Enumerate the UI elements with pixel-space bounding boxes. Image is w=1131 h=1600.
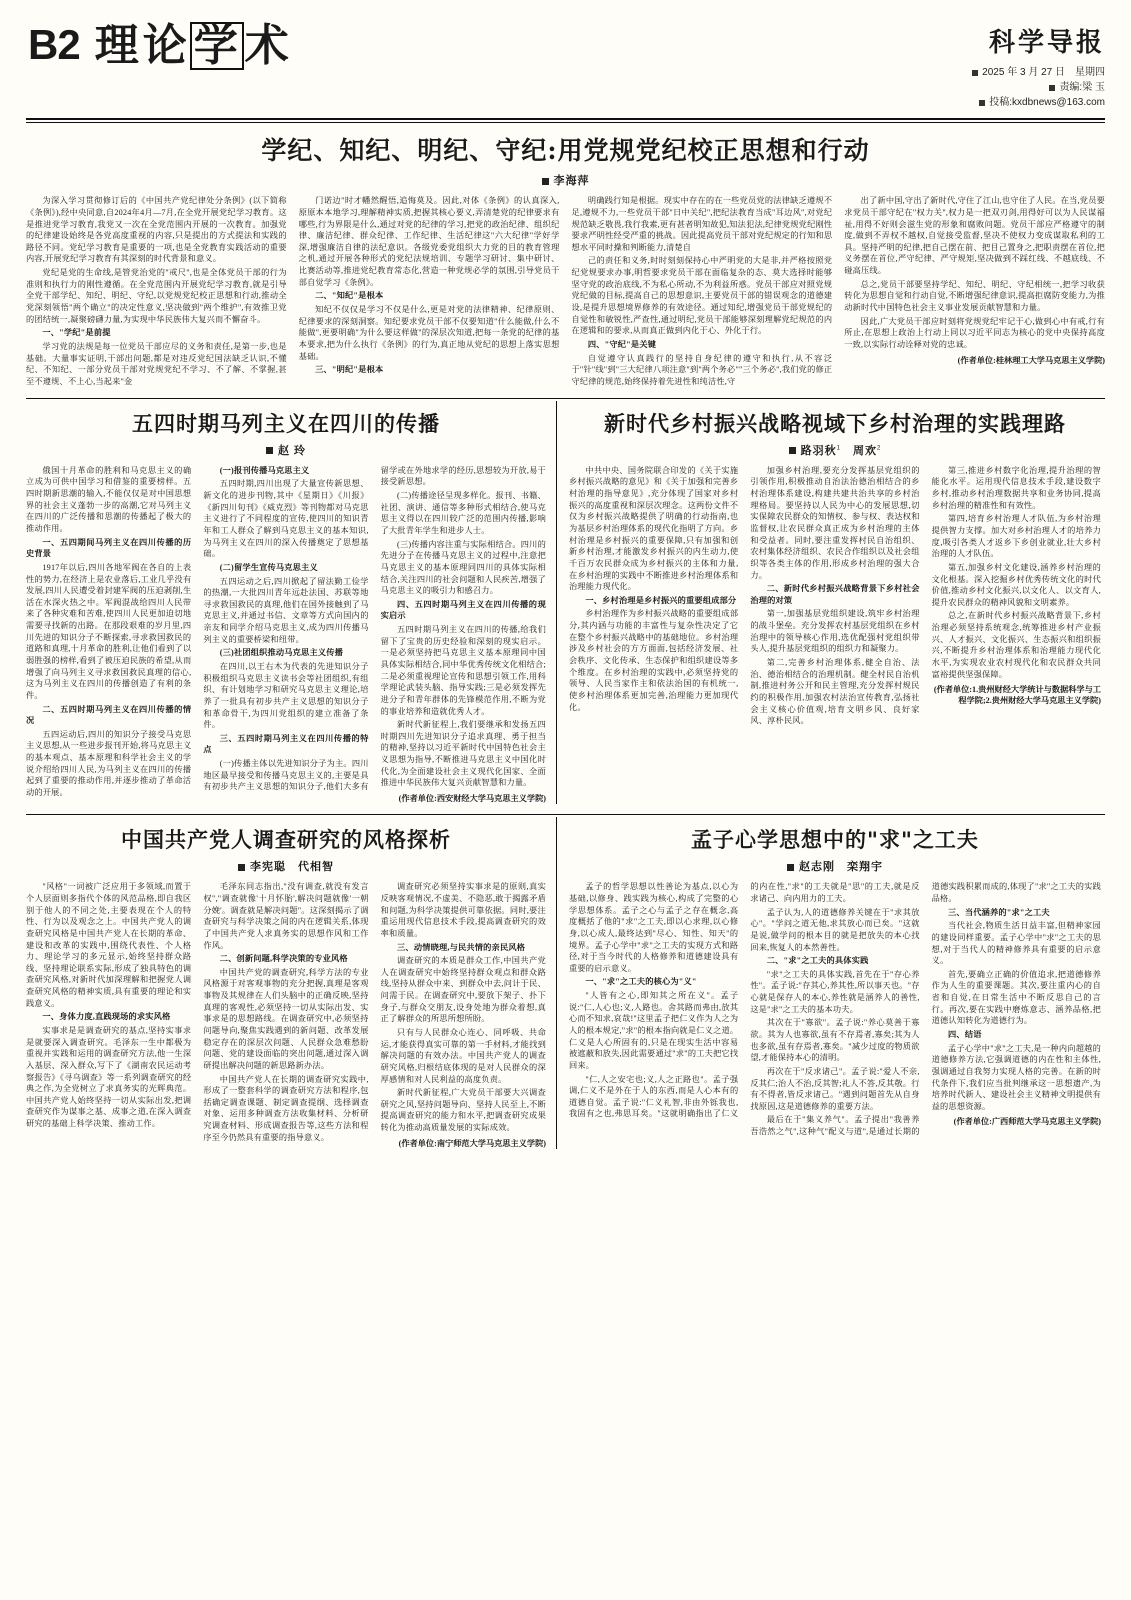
mengzi-byline xyxy=(569,858,1101,874)
subheading: 一、身体力度,直践现场的求实风格 xyxy=(42,1012,171,1022)
paragraph: 新时代新征程上,我们要继承和发扬五四时期四川先进知识分子追求真理、勇于担当的精神,坚持以习近平新时代中国特色社会主义思想为指导,不断推进马克思主义中国化时代化,为全面建设社会主义现代化国家、全面推进中华民族伟大复兴贡献智慧和力量。 xyxy=(380,720,546,788)
lead-article-author: 李海萍 xyxy=(553,175,590,188)
paragraph: 其次在于"寡欲"。孟子说:"养心莫善于寡欲。其为人也寡欲,虽有不存焉者,寡矣;其为人也多欲,虽有存焉者,寡矣。"减少过度的物质欲望,才能保持本心的清明。 xyxy=(750,1018,920,1063)
byline-marker-icon xyxy=(542,178,549,185)
subheading: 二、"知纪"是根本 xyxy=(315,291,384,301)
paragraph: 实事求是是调查研究的基点,坚持实事求是就要深入调查研究。毛泽东一生中都极为重视并实践和运用的调查研究方法,他一生深入基层、深入群众,写下了《湖南农民运动考察报告》《寻乌调查》等一系列调查研究的经典之作,为全党树立了求真务实的光辉典范。中国共产党人始终坚持一切从实际出发,把调查研究作为谋事之基、成事之道,在深入调查研究的基础上科学决策、推动工作。 xyxy=(26,1025,192,1129)
paragraph: "求"之工夫的具体实践,首先在于"存心养性"。孟子说:"存其心,养其性,所以事天也。"存心就是保存人的本心,养性就是涵养人的善性,这是"求"之工夫的基本功夫。 xyxy=(750,969,920,1014)
mengzi-affiliation: (作者单位:广西师范大学马克思主义学院) xyxy=(953,1117,1101,1127)
middle-band xyxy=(26,401,1105,805)
paragraph: 俄国十月革命的胜利和马克思主义的确立成为可供中国学习和借鉴的重要榜样。五四时期新思潮的输入,不能仅仅是对中国思想界的社会主义蓬勃一步的高潮,它对马列主义在四川的广泛传播和思潮的传播起了极大的推动作用。 xyxy=(26,465,192,533)
paragraph: 总之,在新时代乡村振兴战略背景下,乡村治理必须坚持系统观念,统筹推进乡村产业振兴、人才振兴、文化振兴、生态振兴和组织振兴,不断提升乡村治理体系和治理能力现代化水平,为实现农业农村现代化和农民群众共同富裕提供坚强保障。 xyxy=(931,611,1101,679)
bullet-square-icon xyxy=(1049,85,1055,91)
paragraph: 中国共产党人在长期的调查研究实践中,形成了一整套科学的调查研究方法和程序,包括确定调查课题、制定调查提纲、选择调查对象、运用多种调查方法收集材料、分析研究调查材料、形成调查报告等,这些方法和程序至今仍然具有重要的指导意义。 xyxy=(203,1074,369,1142)
byline-marker-icon xyxy=(789,447,796,454)
paragraph: 因此,广大党员干部应时刻将党规党纪牢记于心,做到心中有戒,行有所止,在思想上政治上行动上同以习近平同志为核心的党中央保持高度一致,以实际行动诠释对党的忠诚。 xyxy=(844,316,1105,349)
paragraph: 1917年以后,四川各地军阀在各自的上表性的势力,在经济上是农业落后,工业几乎没有发展,四川人民遭受着封建军阀的压迫剥削,生活在水深火热之中。军阀混战给四川人民带来了各种灾难和苦难,使四川人民更加迫切地需要寻找新的出路。在那段艰难的岁月里,四川先进的知识分子不断探索,寻求救国救民的道路和真理,十月革命的胜利,让他们看到了以弱胜强的榜样,看到了被压迫民族的希望,从而增强了向马列主义寻求救国救民真理的信心,这为马列主义在四川的传播创造了有利的条件。 xyxy=(26,562,192,700)
masthead xyxy=(26,22,1105,110)
lead-article-headline: 学纪、知纪、明纪、守纪:用党规党纪校正思想和行动 xyxy=(261,136,870,165)
masthead-right xyxy=(972,22,1105,110)
xiangcun-author-1: 路羽秋 xyxy=(800,444,837,457)
paragraph: 乡村治理作为乡村振兴战略的重要组成部分,其内涵与功能的丰富性与复杂性决定了它在整个乡村振兴战略中的基础地位。乡村治理涉及乡村社会的方方面面,包括经济发展、社会秩序、文化传承、生态保护和组织建设等多个维度。在乡村治理的实践中,必须坚持党的领导、人民当家作主和依法治国的有机统一,使乡村治理体系更加完善,治理能力更加现代化。 xyxy=(569,609,739,712)
author-sup-1: 1 xyxy=(836,445,841,452)
paragraph: 首先,要确立正确的价值追求,把道德修养作为人生的重要课题。其次,要注重内心的自省和自觉,在日常生活中不断反思自己的言行。再次,要在实践中磨炼意志、涵养品格,把道德认知转化为道德行为。 xyxy=(931,969,1101,1026)
paragraph: 为深入学习贯彻修订后的《中国共产党纪律处分条例》(以下简称《条例》),经中央同意,自2024年4月—7月,在全党开展党纪学习教育。这是推进党学习教育,我党又一次在全党范围内开展的一次教育。加强党的纪律建设始终是各党高度重视的内容,只是提出的方式提法和实践的路径不同。党纪学习教育是重要的一项,也是全党教育实践活动的重要内容,开展党纪学习教育有其深刻的时代背景和意义。 xyxy=(26,196,287,264)
paragraph: 再次在于"反求诸己"。孟子说:"爱人不亲,反其仁;治人不治,反其智;礼人不答,反其敬。行有不得者,皆反求诸己。"遇到问题首先从自身找原因,这是道德修养的重要方法。 xyxy=(750,1066,920,1111)
paragraph: 总之,党员干部要坚持学纪、知纪、明纪、守纪相统一,把学习收获转化为思想自觉和行动自觉,不断增强纪律意识,提高拒腐防变能力,为推动新时代中国特色社会主义事业发展贡献智慧和力量。 xyxy=(844,279,1105,313)
subheading: 一、"求"之工夫的核心为"义" xyxy=(585,977,697,987)
paragraph: 自觉遵守认真践行的坚持自身纪律的遵守和执行,从不容泛于"针"线"到"三大纪律八项注意"到"两个务必""三个务必",我们党的修正守纪律的规范,始终保持着先进性和纯洁性,守 xyxy=(571,353,833,386)
paragraph: 第四,培育乡村治理人才队伍,为乡村治理提供智力支撑。加大对乡村治理人才的培养力度,吸引各类人才返乡下乡创业就业,壮大乡村治理的人才队伍。 xyxy=(931,514,1101,559)
editor-line: 责编:梁 玉 xyxy=(1059,82,1105,93)
paragraph: 中国共产党的调查研究,科学方法的专业风格源于对客观事物的充分把握,真理是客观事物及其规律在人们头脑中的正确反映,坚持真理的客观性,必须坚持一切从实际出发、实事求是的思想路线。在调查研究中,必须坚持问题导向,聚焦实践遇到的新问题、改革发展稳定存在的深层次问题、人民群众急难愁盼问题、党的建设面临的突出问题,通过深入调研提出解决问题的新思路新办法。 xyxy=(203,967,369,1070)
subheading: 二、五四时期马列主义在四川传播的情况 xyxy=(26,704,192,726)
section-divider xyxy=(26,398,1105,399)
bottom-band xyxy=(26,817,1105,1149)
xiangcun-headline: 新时代乡村振兴战略视域下乡村治理的实践理路 xyxy=(604,410,1066,436)
editor-line-row xyxy=(972,80,1105,95)
mengzi-headline: 孟子心学思想中的"求"之工夫 xyxy=(691,827,979,853)
paragraph: 五四时期马列主义在四川的传播,给我们留下了宝贵的历史经验和深刻的现实启示。一是必须坚持把马克思主义基本原理同中国具体实际相结合,同中华优秀传统文化相结合;二是必须重视理论宣传和思想引领工作,用科学理论武装头脑、指导实践;三是必须发挥先进分子和青年群体的先锋模范作用,不断为党的事业培养和造就优秀人才。 xyxy=(380,625,546,716)
paragraph: 党纪是党的生命线,是管党治党的"戒尺",也是全体党员干部的行为准则和执行力的刚性遵循。在全党范围内开展党纪学习教育,就是引导全党干部学纪、知纪、明纪、守纪,以党规党纪校正思想和行动,推动全党深刻领悟"两个确立"的决定性意义,坚决做到"两个维护",有效推卫党的团结统一,凝聚磅礴力量,为实现中华民族伟大复兴而不懈奋斗。 xyxy=(26,268,287,324)
mengzi-body xyxy=(569,881,1101,1137)
article-xiangcun xyxy=(556,401,1101,805)
mengzi-authors: 赵志刚 栾翔宇 xyxy=(799,861,883,874)
masthead-left xyxy=(26,22,292,70)
xiangcun-author-2: 周欢 xyxy=(853,444,877,457)
article-diaocha xyxy=(26,817,556,1149)
paragraph: 毛泽东同志指出,"没有调查,就没有发言权","调查就像'十月怀胎',解决问题就像'一朝分娩'。调查就是解决问题"。这深刻揭示了调查研究与科学决策之间的内在逻辑关系,体现了中国共产党人求真务实的思想作风和工作作风。 xyxy=(203,882,369,950)
masthead-rule-thin xyxy=(26,122,1105,123)
lead-article-affiliation: (作者单位:桂林理工大学马克思主义学院) xyxy=(957,355,1105,365)
author-sup-2: 2 xyxy=(877,445,882,452)
lead-article-body xyxy=(26,195,1105,387)
subheading: 二、新时代乡村振兴战略背景下乡村社会治理的对策 xyxy=(750,584,920,605)
paragraph: (三)传播内容注重与实际相结合。四川的先进分子在传播马克思主义的过程中,注意把马克思主义的基本原理同四川的具体实际相结合,关注四川的社会问题和人民疾苦,增强了马克思主义的吸引力和感召力。 xyxy=(380,539,546,596)
byline-marker-icon xyxy=(787,864,794,871)
masthead-meta xyxy=(972,65,1105,110)
section-code: B2 xyxy=(28,21,80,68)
paragraph: 孟子认为,人的道德修养关键在于"求其放心"。"学问之道无他,求其放心而已矣。"这就是说,做学问的根本目的就是把放失的本心找回来,恢复人的本然善性。 xyxy=(750,907,920,952)
wusi-affiliation: (作者单位:西安财经大学马克思主义学院) xyxy=(398,794,546,804)
paragraph: 第五,加强乡村文化建设,涵养乡村治理的文化根基。深入挖掘乡村优秀传统文化的时代价值,推动乡村文化振兴,以文化人、以文育人,提升农民群众的精神风貌和文明素养。 xyxy=(931,562,1101,607)
section-title-char-0: 理 xyxy=(94,20,141,71)
xiangcun-body xyxy=(569,465,1101,727)
paragraph: 五四运动后,四川的知识分子接受马克思主义思想,从一些进步报刊开始,将马克思主义的基本观点、基本原理和科学社会主义的学说介绍给四川人民,为马列主义在四川的传播起到了重要的推动作用,并逐步推动了革命活动的开展。 xyxy=(26,729,192,798)
diaocha-affiliation: (作者单位:南宁师范大学马克思主义学院) xyxy=(398,1138,546,1148)
subheading: 三、"明纪"是根本 xyxy=(315,365,384,375)
paragraph: 第一,加强基层党组织建设,筑牢乡村治理的战斗堡垒。充分发挥农村基层党组织在乡村治理中的领导核心作用,选优配强村党组织带头人,提升基层党组织的组织力和凝聚力。 xyxy=(750,609,920,654)
paper-name: 科学导报 xyxy=(988,28,1105,58)
subheading: 三、五四时期马列主义在四川传播的特点 xyxy=(203,733,369,755)
bullet-square-icon xyxy=(979,100,985,106)
date-line-row xyxy=(972,65,1105,80)
subheading: 三、动情晓理,与民共情的亲民风格 xyxy=(397,942,526,952)
paragraph: (二)传播途径呈现多样化。报刊、书籍、社团、演讲、通信等多种形式相结合,使马克思主义得以在四川较广泛的范围内传播,影响了大批青年学生和进步人士。 xyxy=(380,491,546,535)
paragraph: 新时代新征程,广大党员干部要大兴调查研究之风,坚持问题导向、坚持人民至上,不断提高调查研究的能力和水平,把调查研究成果转化为推动高质量发展的实际成效。 xyxy=(380,1088,546,1133)
paragraph: "人皆有之心,即知其之所在义"。孟子说:"仁,人心也;义,人路也。舍其路而弗由,放其心而不知求,哀哉!"这里孟子把仁义作为人之为人的根本规定,"求"的根本指向就是仁义之道。仁义是人心所固有的,只是在现实生活中容易被遮蔽和放失,因此需要通过"求"的工夫把它找回来。 xyxy=(569,991,739,1070)
diaocha-body xyxy=(26,881,546,1148)
paragraph: 五四运动之后,四川掀起了留法勤工俭学的热潮,一大批四川青年远赴法国、苏联等地寻求救国救民的真理,他们在国外接触到了马克思主义,并通过书信、文章等方式向国内的亲友和同学介绍马克思主义,成为四川传播马列主义的重要桥梁和纽带。 xyxy=(203,576,369,644)
subheading: 二、创新问题,科学决策的专业风格 xyxy=(219,954,348,964)
paragraph: 当代社会,物质生活日益丰富,但精神家园的建设同样重要。孟子心学中"求"之工夫的思想,对于当代人的精神修养具有重要的启示意义。 xyxy=(931,921,1101,966)
paragraph: 知纪不仅仅是学习不仅是什么,更是对党的法律精神、纪律原则、纪律要求的深刻洞察。知纪要求党员干部不仅要知道"什么能做,什么不能做",更要明确"为什么要这样做"的深层次知道,把每一条党的纪律的基本要求,把为什么执行《条例》的行为,真正地从党纪的思想上落实思想基础。 xyxy=(298,305,560,361)
paragraph: 加强乡村治理,要充分发挥基层党组织的引领作用,积极推动自治法治德治相结合的乡村治理体系建设,构建共建共治共享的乡村治理格局。要坚持以人民为中心的发展思想,切实保障农民群众的知情权、参与权、表达权和监督权,让农民群众真正成为乡村治理的主体和受益者。同时,要注重发挥村民自治组织、农村集体经济组织、农民合作组织以及社会组织等各类主体的作用,形成乡村治理的强大合力。 xyxy=(750,465,920,580)
xiangcun-affiliation: (作者单位:1.贵州财经大学统计与数据科学与工程学院;2.贵州财经大学马克思主义学院) xyxy=(933,685,1101,706)
paragraph: 己的责任和义务,时时刻刻保持心中严明党的大是非,并严格按照党纪党规要求办事,明哲要求党员干部在面临复杂的态、莫大选择时能够坚守党的政治底线,不为私心所动,不为利益所惑。党员干部应对照党规党纪做的目标,提高自己的思想意识,主要党员干部的错误观念的道德建设,是提升思想境界修养的有效途径。通过知纪,增强党员干部党规纪的自觉性和敏锐性,严查性,通过明纪,党员干部能够深刻理解党纪规范的内在逻辑和的要求,从而真正做到内化于心、外化于行。 xyxy=(571,256,833,336)
paragraph: 调查研究的本质是群众工作,中国共产党人在调查研究中始终坚持群众观点和群众路线,坚持从群众中来、到群众中去,问计于民、问需于民。在调查研究中,要放下架子、扑下身子,与群众交朋友,设身处地为群众着想,真正了解群众的所思所想所盼。 xyxy=(380,956,546,1024)
paragraph: 门诺边"时才幡然醒悟,追悔莫及。因此,对体《条例》的认真深入,原原本本地学习,理解精神实质,把握其核心要义,弄清楚党的纪律要求有哪些,行为界限是什么,通过对党的纪律的学习,把党的政治纪律、组织纪律、廉洁纪律、群众纪律、工作纪律、生活纪律这"六大纪律"学好学深,增强廉洁自律的法纪意识。各级党委党组织大力党的目的教育管理之机,通过开展各种形式的党纪法规培训、专题学习研讨、集中研讨、比赛活动等,推进党纪教育常态化,营造一种党规必学的氛围,引导党员干部自觉学习《条例》。 xyxy=(298,196,560,287)
wusi-body xyxy=(26,465,546,804)
article-wusi xyxy=(26,401,556,805)
xiangcun-byline xyxy=(569,442,1101,458)
subheading: 一、乡村治理是乡村振兴的重要组成部分 xyxy=(585,595,737,605)
paragraph: 最后在于"集义养气"。孟子提出"我善养吾浩然之气",这种气"配义与道",是通过长期的道德实践积累而成的,体现了"求"之工夫的实践品格。 xyxy=(750,882,1101,1137)
bullet-square-icon xyxy=(972,70,978,76)
subheading: 一、"学纪"是前提 xyxy=(42,328,111,338)
date-line: 2025 年 3 月 27 日 星期四 xyxy=(982,67,1105,78)
paragraph: 调查研究必须坚持实事求是的原则,真实反映客观情况,不虚美、不隐恶,敢于揭露矛盾和问题,为科学决策提供可靠依据。同时,要注重运用现代信息技术手段,提高调查研究的效率和质量。 xyxy=(380,882,546,938)
subheading: 二、"求"之工夫的具体实践 xyxy=(766,956,869,966)
wusi-author: 赵 玲 xyxy=(277,444,307,457)
section-divider-2 xyxy=(26,814,1105,815)
submit-line[interactable]: 投稿:kxdbnews@163.com xyxy=(989,97,1105,108)
subheading: 四、结语 xyxy=(948,1029,982,1039)
section-title-char-3: 术 xyxy=(244,20,291,71)
lead-article xyxy=(26,135,1105,388)
diaocha-byline xyxy=(26,858,546,874)
paragraph: 孟子心学中"求"之工夫,是一种内向超越的道德修养方法,它强调道德的内在性和主体性,强调通过自我努力实现人格的完善。在新的时代条件下,我们应当批判继承这一思想遗产,为培养时代新人、建设社会主义精神文明提供有益的思想资源。 xyxy=(931,1043,1101,1111)
subheading: 四、五四时期马列主义在四川传播的现实启示 xyxy=(380,599,546,621)
diaocha-headline: 中国共产党人调查研究的风格探析 xyxy=(121,827,451,853)
subheading: (一)报刊传播马克思主义 xyxy=(219,465,310,475)
section-title xyxy=(94,22,292,70)
section-title-char-2: 学 xyxy=(190,22,244,70)
article-mengzi xyxy=(556,817,1101,1149)
paragraph: 明确践行知是根据。现实中存在的在一些党员党的法律缺乏遵规不足,遵规不力,一些党员干部"日中关纪",把纪法教育当成"耳边风",对党纪规范缺乏敬畏,我行我素,更有甚者明知故犯,知法犯法,纪律党规党纪刚性要求严明性经受严重的挑战。因此提高党员干部对党纪规定的行知和思想水平同时操和判断能力,清楚自 xyxy=(571,196,833,252)
byline-marker-icon xyxy=(266,447,273,454)
paragraph: "风格"一词被广泛应用于多领域,而置于个人层面则多指代个体的风范品格,即自我区别于他人的不同之处,主要表现在个人的特性、行为以及观念之上。中国共产党人的调查研究风格是中国共产党人在长期的革命、建设和改革的实践中,围绕代表性、个人格力、理论学习的多元显示,始终坚持群众路线、坚持理论联系实际,形成了独具特色的调查研究风格,对新时代加深理解和把握党人调查研究风格的精神实质,具有重要的理论和实践意义。 xyxy=(26,882,192,1008)
subheading: 一、五四期间马列主义在四川传播的历史背景 xyxy=(26,537,192,559)
paragraph: 出了新中国,守出了新时代,守住了江山,也守住了人民。在当,党员要求党员干部守纪在"权力关",权力是一把双刃剑,用得好可以为人民谋福祉,用得不好则会滋生党的形象和腐败问题。党员干部应严格遵守的制度,做到不弄权不越权,自觉接受监督,坚决不使权力变成谋取私利的工具。坚持严明的纪律,把自己摆在前、把目己置身之,把职责摆在首位,把义务摆在首位,严守纪律、严守规矩,坚决做到不踩红线、不越底线、不碰高压线。 xyxy=(844,196,1105,276)
paragraph: 学习党的法规是每一位党员干部应尽的义务和责任,是第一步,也是基础。大量事实证明,干部出问题,都是对违反党纪国法缺乏认识,不懂纪、不知纪、一部分党员干部对党规党纪不学习、不了解、不掌握,甚至不遵规、不上心,当起来"金 xyxy=(26,341,287,386)
wusi-headline: 五四时期马列主义在四川的传播 xyxy=(132,410,440,436)
subheading: 三、当代涵养的"求"之工夫 xyxy=(948,907,1050,917)
subheading: (二)留学生宣传马克思主义 xyxy=(219,562,318,572)
section-title-char-1: 论 xyxy=(142,20,189,71)
subheading: (三)社团组织推动马克思主义传播 xyxy=(219,648,343,658)
subheading: 四、"守纪"是关键 xyxy=(587,339,657,349)
byline-marker-icon xyxy=(238,864,245,871)
diaocha-authors: 李宪聪 代相智 xyxy=(250,861,334,874)
paragraph: 第二,完善乡村治理体系,健全自治、法治、德治相结合的治理机制。健全村民自治机制,推进村务公开和民主管理,充分发挥村规民约的积极作用,加强农村法治宣传教育,弘扬社会主义核心价值观,培育文明乡风、良好家风、淳朴民风。 xyxy=(750,658,920,726)
paragraph: 中共中央、国务院联合印发的《关于实施乡村振兴战略的意见》和《关于加强和完善乡村治理的指导意见》,充分体现了国家对乡村振兴的高度重视和深层次理念。这两份文件不仅为乡村振兴战略提供了明确的行动指南,也为基层乡村治理体系的现代化指明了方向。乡村治理是乡村振兴的重要保障,只有加强和创新乡村治理,才能激发乡村振兴的内生动力,使千百万农民群众成为乡村振兴的主体和力量,在乡村治理的实践中不断推进乡村治理体系和治理能力现代化。 xyxy=(569,465,739,592)
submit-line-row xyxy=(972,95,1105,110)
paragraph: (一)传播主体以先进知识分子为主。四川地区最早接受和传播马克思主义的,主要是具有初步共产主义思想的知识分子,他们大多有留学或在外地求学的经历,思想较为开放,易于接受新思想。 xyxy=(203,465,546,792)
paragraph: 第三,推进乡村数字化治理,提升治理的智能化水平。运用现代信息技术手段,建设数字乡村,推动乡村治理数据共享和业务协同,提高乡村治理的精准性和有效性。 xyxy=(931,465,1101,510)
paragraph: 只有与人民群众心连心、同呼吸、共命运,才能获得真实可靠的第一手材料,才能找到解决问题的有效办法。中国共产党人的调查研究风格,归根结底体现的是对人民群众的深厚感情和对人民利益的高度负责。 xyxy=(380,1027,546,1084)
masthead-rule-thick xyxy=(26,118,1105,120)
lead-article-byline xyxy=(26,172,1105,188)
wusi-byline xyxy=(26,442,546,458)
paragraph: 在四川,以王右木为代表的先进知识分子积极组织马克思主义读书会等社团组织,有组织、有计划地学习和研究马克思主义理论,培养了一批具有初步共产主义思想的知识分子和革命骨干,为四川党组织的建立准备了条件。 xyxy=(203,662,369,730)
paragraph: 孟子的哲学思想以性善论为基点,以心为基础,以修身、践实践为核心,构成了完整的心学思想体系。孟子之心与孟子之存在概念,高度概括了他的"求"之工夫,即以心求理,以心修身,以心成人,最终达到"尽心、知性、知天"的境界。孟子心学中"求"之工夫的实现方式和路径,对于当今时代的人格修养和道德建设具有重要的启示意义。 xyxy=(569,882,739,973)
paragraph: 五四时期,四川出现了大量宣传新思想、新文化的进步刊物,其中《星期日》《川报》《新四川旬刊》《威克烈》等刊物都对马克思主义进行了不同程度的宣传,使四川的知识青年和工人群众了解到马克思主义的基本知识,为马列主义在四川的深入传播奠定了思想基础。 xyxy=(203,479,369,559)
paragraph: "仁,人之安宅也;义,人之正路也"。孟子强调,仁义不是外在于人的东西,而是人心本有的道德自觉。孟子说:"仁义礼智,非由外铄我也,我固有之也,弗思耳矣。"这就明确指出了仁义的内在性,"求"的工夫就是"思"的工夫,就是反求诸己、向内用力的工夫。 xyxy=(569,882,920,1119)
